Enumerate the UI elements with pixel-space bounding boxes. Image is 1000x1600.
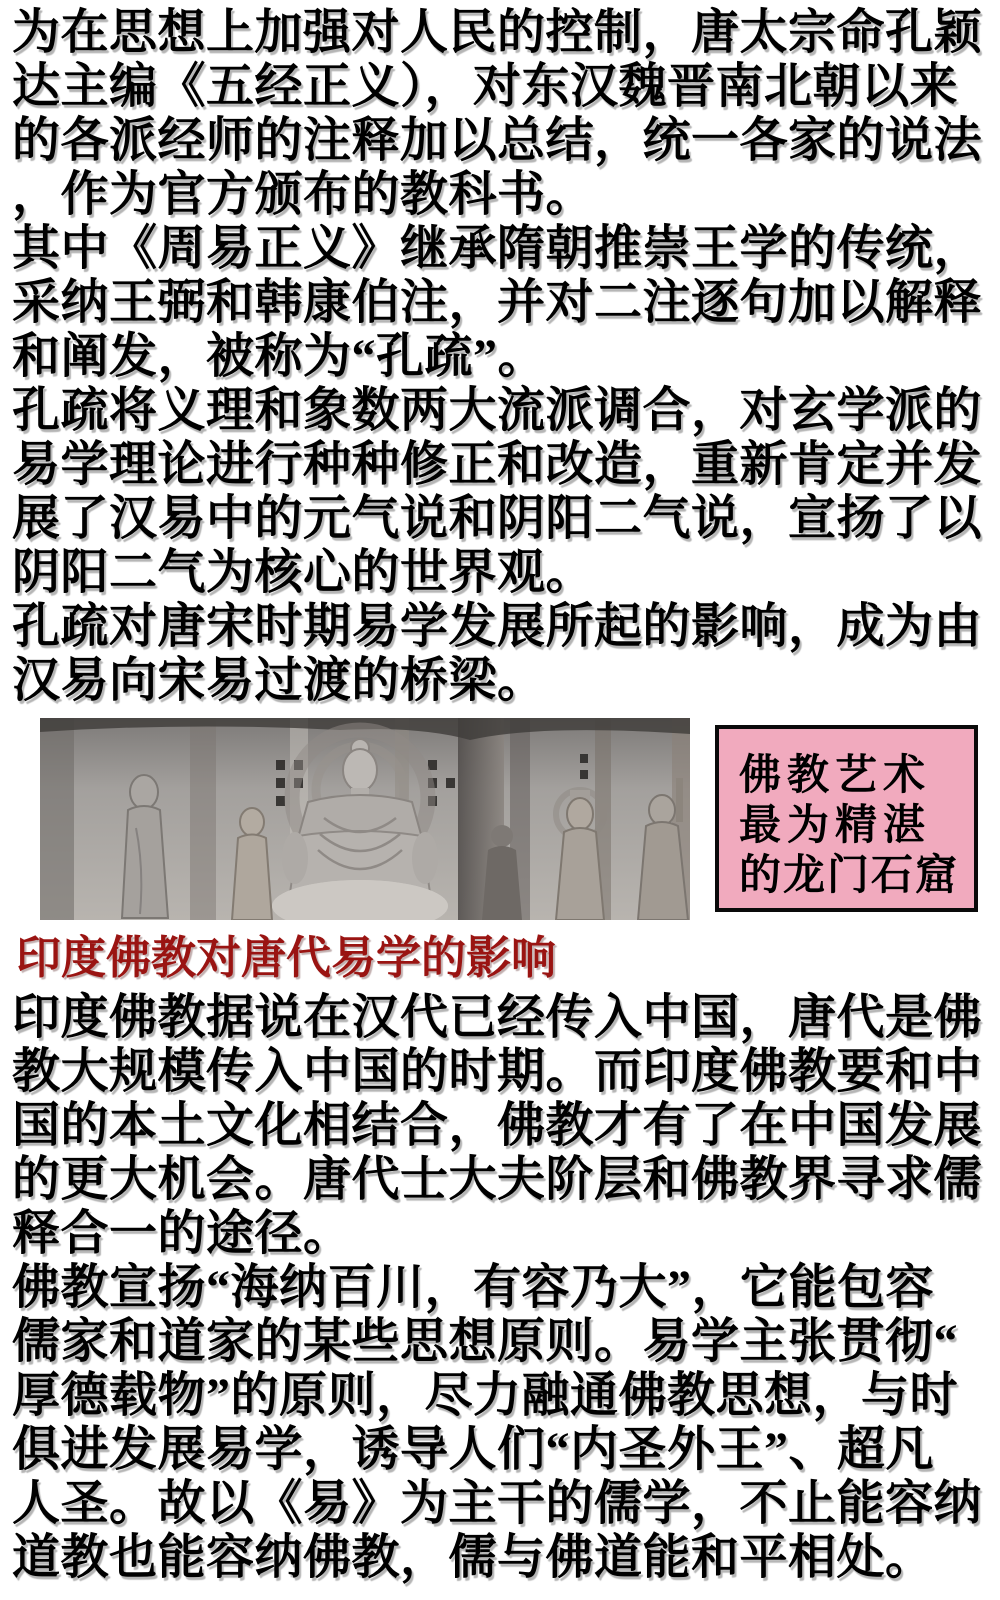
paragraph-6 [12, 1261, 992, 1585]
text-line: 的更大机会。唐代士大夫阶层和佛教界寻求儒 [12, 1153, 983, 1206]
text-line: 其中《周易正义》继承隋朝推崇王学的传统， [12, 222, 983, 275]
text-line: 和阐发，被称为“孔疏”。 [12, 330, 547, 383]
paragraph-4 [12, 600, 992, 708]
text-line: 阴阳二气为核心的世界观。 [12, 546, 595, 599]
text-line: ，作为官方颁布的教科书。 [12, 168, 595, 221]
section-heading: 印度佛教对唐代易学的影响 [16, 932, 557, 983]
text-line: 儒家和道家的某些思想原则。易学主张贯彻“ [12, 1315, 959, 1368]
paragraph-2 [12, 222, 992, 384]
text-line: 孔疏对唐宋时期易学发展所起的影响，成为由 [12, 600, 983, 653]
intro-text-block [0, 0, 1000, 708]
longmen-grottoes-photo [40, 718, 690, 920]
text-line: 俱进发展易学，诱导人们“内圣外王”、超凡 [12, 1423, 935, 1476]
text-line: 印度佛教据说在汉代已经传入中国，唐代是佛 [12, 991, 983, 1044]
text-line: 汉易向宋易过渡的桥梁。 [12, 654, 546, 707]
text-line: 人圣。故以《易》为主干的儒学，不止能容纳 [12, 1477, 983, 1530]
text-line: 展了汉易中的元气说和阴阳二气说，宣扬了以 [12, 492, 983, 545]
text-line: 佛教宣扬“海纳百川，有容乃大”，它能包容 [12, 1261, 935, 1314]
section2-text-block [0, 987, 1000, 1585]
text-line: 的各派经师的注释加以总结，统一各家的说法 [12, 114, 983, 167]
text-line: 道教也能容纳佛教，儒与佛道能和平相处。 [12, 1531, 934, 1584]
caption-line: 的龙门石窟 [739, 853, 960, 899]
text-line: 教大规模传入中国的时期。而印度佛教要和中 [12, 1045, 983, 1098]
paragraph-5 [12, 991, 992, 1261]
paragraph-3 [12, 384, 992, 600]
text-line: 采纳王弼和韩康伯注，并对二注逐句加以解释 [12, 276, 983, 329]
text-line: 释合一的途径。 [12, 1207, 352, 1260]
text-line: 为在思想上加强对人民的控制，唐太宗命孔颖 [12, 6, 983, 59]
caption-line: 最为精湛 [739, 803, 932, 849]
text-line: 达主编《五经正义），对东汉魏晋南北朝以来 [12, 60, 959, 113]
text-line: 孔疏将义理和象数两大流派调合，对玄学派的 [12, 384, 983, 437]
photo-caption-box [715, 725, 978, 912]
text-line: 国的本土文化相结合，佛教才有了在中国发展 [12, 1099, 983, 1152]
caption-line: 佛教艺术 [739, 753, 932, 799]
paragraph-1 [12, 6, 992, 222]
text-line: 厚德载物”的原则，尽力融通佛教思想，与时 [12, 1369, 959, 1422]
text-line: 易学理论进行种种修正和改造，重新肯定并发 [12, 438, 983, 491]
figure-row [0, 718, 1000, 924]
